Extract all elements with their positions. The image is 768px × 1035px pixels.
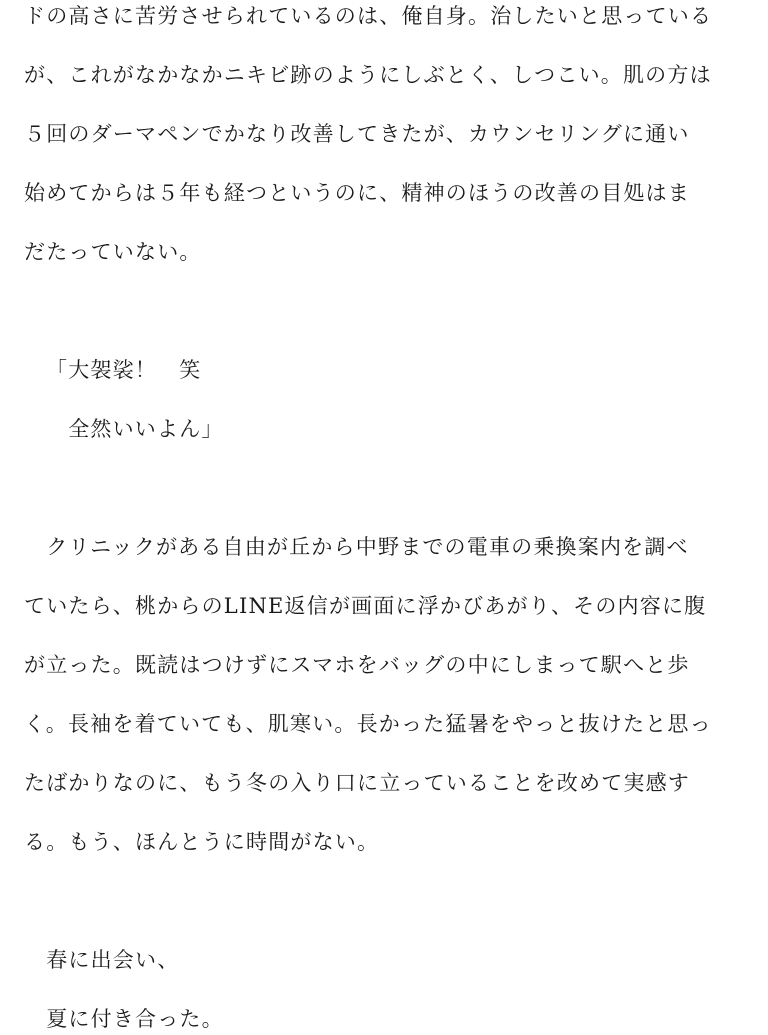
text-line: たばかりなのに、もう冬の入り口に立っていることを改めて実感す [24,771,690,795]
text-line: 始めてからは５年も経つというのに、精神のほうの改善の目処はま [24,181,690,205]
text-line: クリニックがある自由が丘から中野までの電車の乗換案内を調べ [24,535,689,559]
text-line: だたっていない。 [24,240,202,264]
text-line: が、これがなかなかニキビ跡のようにしぶとく、しつこい。肌の方は [24,63,712,87]
dialogue-line: 全然いいよん」 [46,417,224,441]
text-line: ていたら、桃からのLINE返信が画面に浮かびあがり、その内容に腹 [24,594,707,618]
dialogue-line: 「大袈裟！ 笑 [46,358,202,382]
text-line: が立った。既読はつけずにスマホをバッグの中にしまって駅へと歩 [24,653,690,677]
text-line: 夏に付き合った。 [24,1007,224,1031]
text-line: く。長袖を着ていても、肌寒い。長かった猛暑をやっと抜けたと思っ [24,712,712,736]
text-line: ドの高さに苦労させられているのは、俺自身。治したいと思っている [24,4,713,28]
text-line: る。もう、ほんとうに時間がない。 [24,830,380,854]
text-line: 春に出会い、 [24,948,180,972]
text-line: ５回のダーマペンでかなり改善してきたが、カウンセリングに通い [24,122,690,146]
